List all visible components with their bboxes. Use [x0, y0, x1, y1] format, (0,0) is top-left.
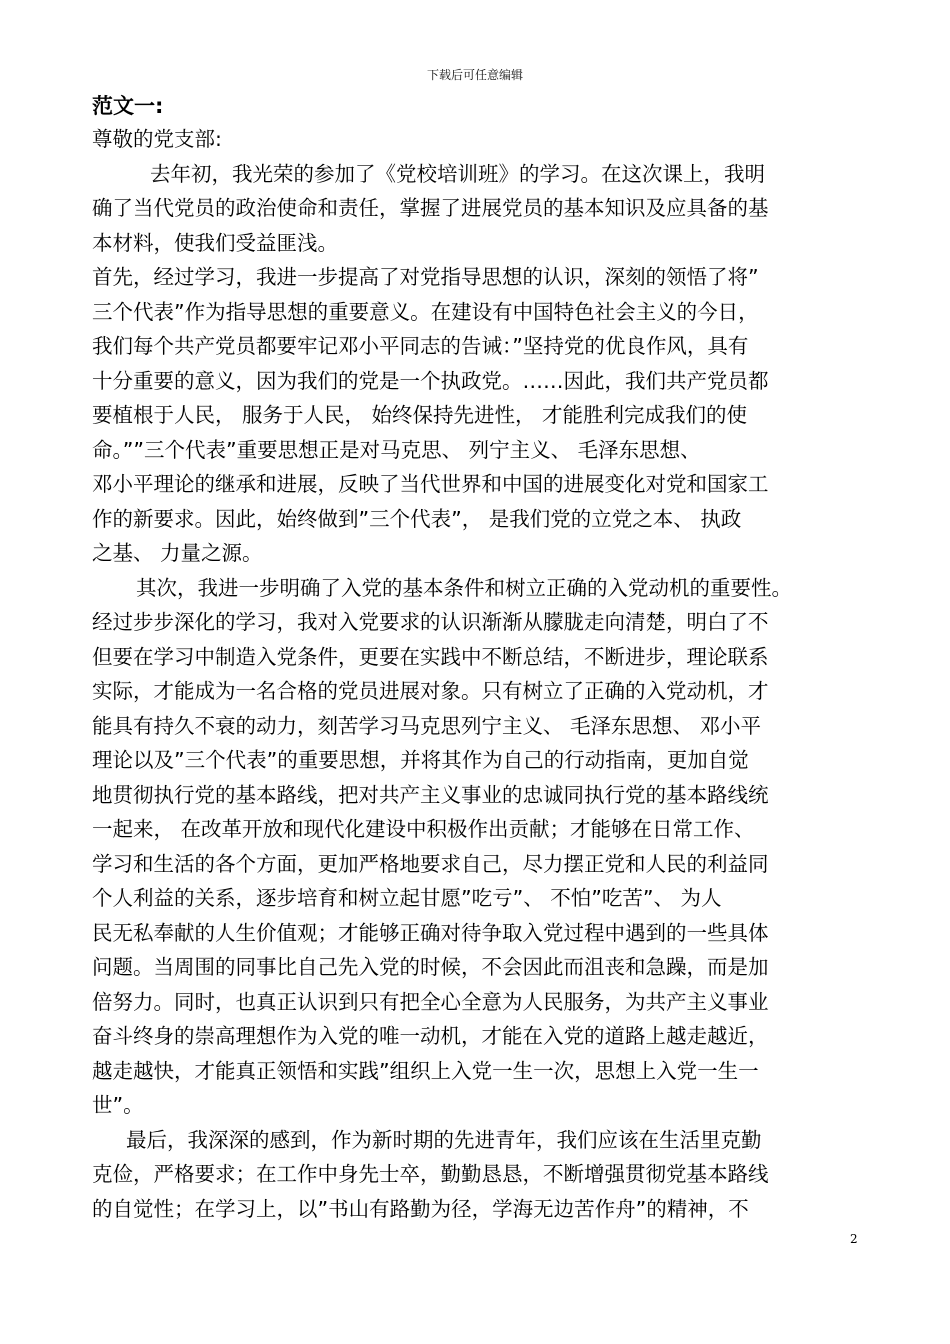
paragraph-line: 地贯彻执行党的基本路线，把对共产主义事业的忠诚同执行党的基本路线统: [92, 782, 769, 807]
paragraph-line: 最后，我深深的感到，作为新时期的先进青年，我们应该在生活里克勤: [126, 1127, 762, 1152]
paragraph-line: 问题。当周围的同事比自己先入党的时候，不会因此而沮丧和急躁，而是加: [92, 955, 769, 979]
paragraph-line: 首先，经过学习，我进一步提高了对党指导思想的认识，深刻的领悟了将”: [92, 265, 759, 289]
paragraph-line: 民无私奉献的人生价值观；才能够正确对待争取入党过程中遇到的一些具体: [92, 920, 769, 945]
page-header: 下载后可任意编辑: [426, 68, 523, 82]
paragraph-line: 作的新要求。因此，始终做到”三个代表”， 是我们党的立党之本、 执政: [92, 506, 742, 531]
paragraph-line: 理论以及”三个代表”的重要思想，并将其作为自己的行动指南，更加自觉: [92, 748, 749, 772]
paragraph-line: 之基、 力量之源。: [92, 541, 263, 565]
document-title: 范文一:: [92, 94, 164, 118]
paragraph-line: 其次，我进一步明确了入党的基本条件和树立正确的入党动机的重要性。: [136, 575, 792, 600]
paragraph-line: 要植根于人民， 服务于人民， 始终保持先进性， 才能胜利完成我们的使: [92, 403, 748, 427]
paragraph-line: 但要在学习中制造入党条件，更要在实践中不断总结，不断进步，理论联系: [92, 644, 769, 669]
paragraph-line: 十分重要的意义，因为我们的党是一个执政党。……因此，我们共产党员都: [92, 368, 769, 393]
paragraph-line: 经过步步深化的学习，我对入党要求的认识渐渐从朦胧走向清楚，明白了不: [92, 610, 769, 634]
paragraph-line: 命。””三个代表”重要思想正是对马克思、 列宁主义、 毛泽东思想、: [92, 437, 701, 462]
page-number: 2: [850, 1232, 858, 1246]
paragraph-line: 个人利益的关系，逐步培育和树立起甘愿”吃亏”、 不怕”吃苦”、 为人: [92, 886, 722, 910]
salutation: 尊敬的党支部:: [92, 127, 222, 151]
document-body: [92, 90, 872, 1226]
paragraph-line: 学习和生活的各个方面，更加严格地要求自己，尽力摆正党和人民的利益同: [92, 851, 769, 876]
paragraph-line: 我们每个共产党员都要牢记邓小平同志的告诫：”坚持党的优良作风，具有: [92, 334, 749, 358]
paragraph-line: 越走越快，才能真正领悟和实践”组织上入党一生一次，思想上入党一生一: [92, 1058, 759, 1083]
paragraph-line: 倍努力。同时，也真正认识到只有把全心全意为人民服务，为共产主义事业: [92, 989, 769, 1014]
paragraph-line: 去年初，我光荣的参加了《党校培训班》的学习。在这次课上，我明: [150, 161, 765, 186]
paragraph-line: 三个代表”作为指导思想的重要意义。在建设有中国特色社会主义的今日，: [92, 299, 759, 324]
paragraph-line: 能具有持久不衰的动力，刻苦学习马克思列宁主义、 毛泽东思想、 邓小平: [92, 713, 762, 738]
paragraph-line: 实际，才能成为一名合格的党员进展对象。只有树立了正确的入党动机，才: [92, 679, 769, 703]
paragraph-line: 本材料，使我们受益匪浅。: [92, 230, 338, 255]
paragraph-line: 邓小平理论的继承和进展，反映了当代世界和中国的进展变化对党和国家工: [92, 472, 769, 496]
paragraph-line: 奋斗终身的崇高理想作为入党的唯一动机，才能在入党的道路上越走越近，: [92, 1024, 769, 1048]
paragraph-line: 一起来， 在改革开放和现代化建设中积极作出贡献；才能够在日常工作、: [92, 817, 755, 841]
paragraph-line: 世”。: [92, 1093, 144, 1117]
paragraph-line: 确了当代党员的政治使命和责任，掌握了进展党员的基本知识及应具备的基: [92, 196, 769, 220]
paragraph-line: 的自觉性；在学习上，以”书山有路勤为径，学海无边苦作舟”的精神，不: [92, 1196, 749, 1221]
paragraph-line: 克俭，严格要求；在工作中身先士卒，勤勤恳恳，不断增强贯彻党基本路线: [92, 1162, 769, 1186]
